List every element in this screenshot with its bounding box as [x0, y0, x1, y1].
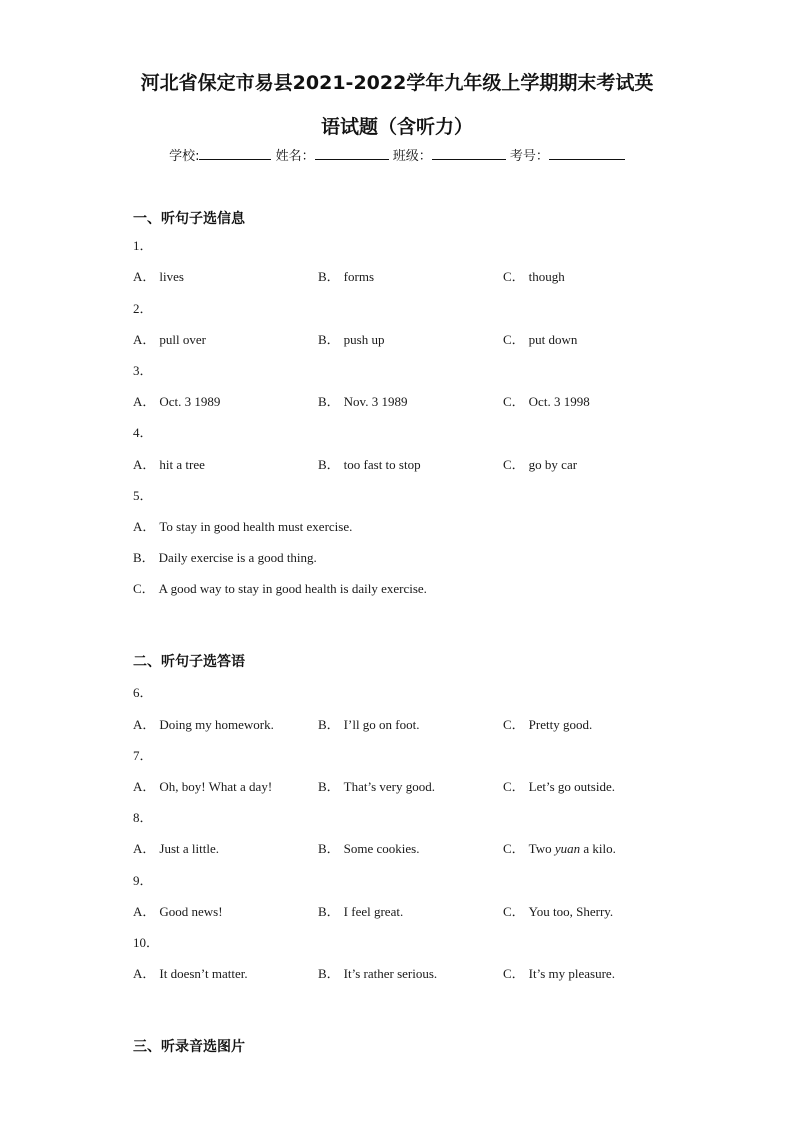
option-text-post: a kilo. — [580, 841, 616, 856]
option-label: C． — [133, 581, 155, 596]
option-text: too fast to stop — [343, 457, 421, 472]
option-text: To stay in good health must exercise. — [159, 519, 353, 534]
option-c[interactable] — [503, 963, 615, 982]
option-label: C． — [503, 717, 525, 732]
question-number: 7． — [133, 748, 153, 763]
option-label: C． — [503, 841, 525, 856]
option-label: A． — [133, 904, 156, 919]
question-number: 5． — [133, 488, 153, 503]
option-a[interactable] — [133, 776, 272, 795]
option-c[interactable] — [503, 454, 577, 473]
option-label: B． — [318, 457, 340, 472]
number-blank[interactable] — [549, 147, 625, 160]
option-label: A． — [133, 519, 156, 534]
option-a[interactable] — [133, 838, 219, 857]
option-text: forms — [343, 269, 375, 284]
question-number: 3． — [133, 363, 153, 378]
option-text: Oh, boy! What a day! — [159, 779, 273, 794]
option-label: C． — [503, 779, 525, 794]
option-label: A． — [133, 457, 156, 472]
question-number: 10． — [133, 935, 160, 950]
option-a[interactable] — [133, 391, 220, 410]
school-label: 学校: — [169, 149, 200, 164]
option-text: go by car — [528, 457, 578, 472]
option-label: C． — [503, 269, 525, 284]
option-label: B． — [318, 966, 340, 981]
option-label: A． — [133, 394, 156, 409]
option-text: pull over — [159, 332, 206, 347]
option-b[interactable] — [318, 963, 437, 982]
option-label: A． — [133, 332, 156, 347]
option-text: It doesn’t matter. — [159, 966, 248, 981]
option-text: Let’s go outside. — [528, 779, 615, 794]
option-c[interactable] — [503, 776, 615, 795]
option-label: C． — [503, 394, 525, 409]
option-a[interactable] — [133, 714, 274, 733]
option-label: B． — [318, 841, 340, 856]
option-text: It’s rather serious. — [343, 966, 438, 981]
option-c[interactable] — [503, 329, 577, 348]
student-info-line — [0, 145, 794, 164]
option-label: C． — [503, 966, 525, 981]
option-text: That’s very good. — [343, 779, 436, 794]
number-label: 考号： — [509, 149, 549, 164]
option-c[interactable] — [503, 838, 616, 857]
option-b[interactable] — [318, 714, 420, 733]
option-text-italic: yuan — [554, 841, 581, 856]
option-a[interactable] — [133, 329, 206, 348]
option-text: Oct. 3 1989 — [159, 394, 221, 409]
option-label: A． — [133, 717, 156, 732]
option-a[interactable] — [133, 266, 184, 285]
option-b[interactable] — [318, 776, 435, 795]
option-a[interactable] — [133, 963, 248, 982]
section-title: 一、听句子选信息 — [133, 211, 245, 227]
option-label: B． — [318, 269, 340, 284]
option-label: C． — [503, 332, 525, 347]
question-number: 1． — [133, 238, 153, 253]
option-a[interactable] — [133, 516, 352, 535]
question-number: 8． — [133, 810, 153, 825]
option-b[interactable] — [318, 838, 420, 857]
class-label: 班级： — [392, 149, 432, 164]
class-blank[interactable] — [432, 147, 506, 160]
document-title-line1: 河北省保定市易县2021-2022学年九年级上学期期末考试英 — [140, 72, 654, 94]
option-b[interactable] — [318, 391, 407, 410]
section-title: 三、听录音选图片 — [133, 1039, 245, 1055]
option-label: B． — [133, 550, 155, 565]
option-b[interactable] — [133, 547, 317, 566]
option-b[interactable] — [318, 454, 421, 473]
option-text: You too, Sherry. — [528, 904, 614, 919]
option-label: A． — [133, 841, 156, 856]
option-text: put down — [528, 332, 578, 347]
option-text: Oct. 3 1998 — [528, 394, 590, 409]
option-label: B． — [318, 394, 340, 409]
name-blank[interactable] — [315, 147, 389, 160]
option-text: lives — [159, 269, 184, 284]
section-title: 二、听句子选答语 — [133, 654, 245, 670]
question-number: 2． — [133, 301, 153, 316]
option-text: Good news! — [159, 904, 223, 919]
option-label: C． — [503, 904, 525, 919]
name-label: 姓名： — [275, 149, 315, 164]
option-text: A good way to stay in good health is daily exercise. — [158, 581, 427, 596]
option-c[interactable] — [503, 714, 592, 733]
question-number: 4． — [133, 425, 153, 440]
option-text: I’ll go on foot. — [343, 717, 420, 732]
option-text: though — [528, 269, 565, 284]
option-text: Daily exercise is a good thing. — [158, 550, 317, 565]
question-number: 6． — [133, 685, 153, 700]
option-text: Pretty good. — [528, 717, 593, 732]
option-text: hit a tree — [159, 457, 205, 472]
option-label: A． — [133, 966, 156, 981]
option-c[interactable] — [503, 901, 613, 920]
option-c[interactable] — [503, 391, 590, 410]
option-text: Just a little. — [159, 841, 219, 856]
document-title-line2: 语试题（含听力） — [320, 116, 473, 138]
option-label: A． — [133, 269, 156, 284]
option-text: Nov. 3 1989 — [343, 394, 408, 409]
school-blank[interactable] — [199, 147, 271, 160]
option-text: Doing my homework. — [159, 717, 274, 732]
option-b[interactable] — [318, 329, 384, 348]
option-label: B． — [318, 779, 340, 794]
option-a[interactable] — [133, 454, 205, 473]
option-c[interactable] — [133, 578, 427, 597]
option-text-pre: Two — [528, 841, 555, 856]
option-c[interactable] — [503, 266, 565, 285]
option-label: B． — [318, 904, 340, 919]
option-label: A． — [133, 779, 156, 794]
option-b[interactable] — [318, 266, 374, 285]
question-number: 9． — [133, 873, 153, 888]
option-label: B． — [318, 717, 340, 732]
option-label: C． — [503, 457, 525, 472]
option-text: It’s my pleasure. — [528, 966, 615, 981]
option-text: Some cookies. — [343, 841, 420, 856]
option-text: I feel great. — [343, 904, 404, 919]
option-label: B． — [318, 332, 340, 347]
option-a[interactable] — [133, 901, 223, 920]
option-b[interactable] — [318, 901, 403, 920]
option-text: push up — [343, 332, 385, 347]
